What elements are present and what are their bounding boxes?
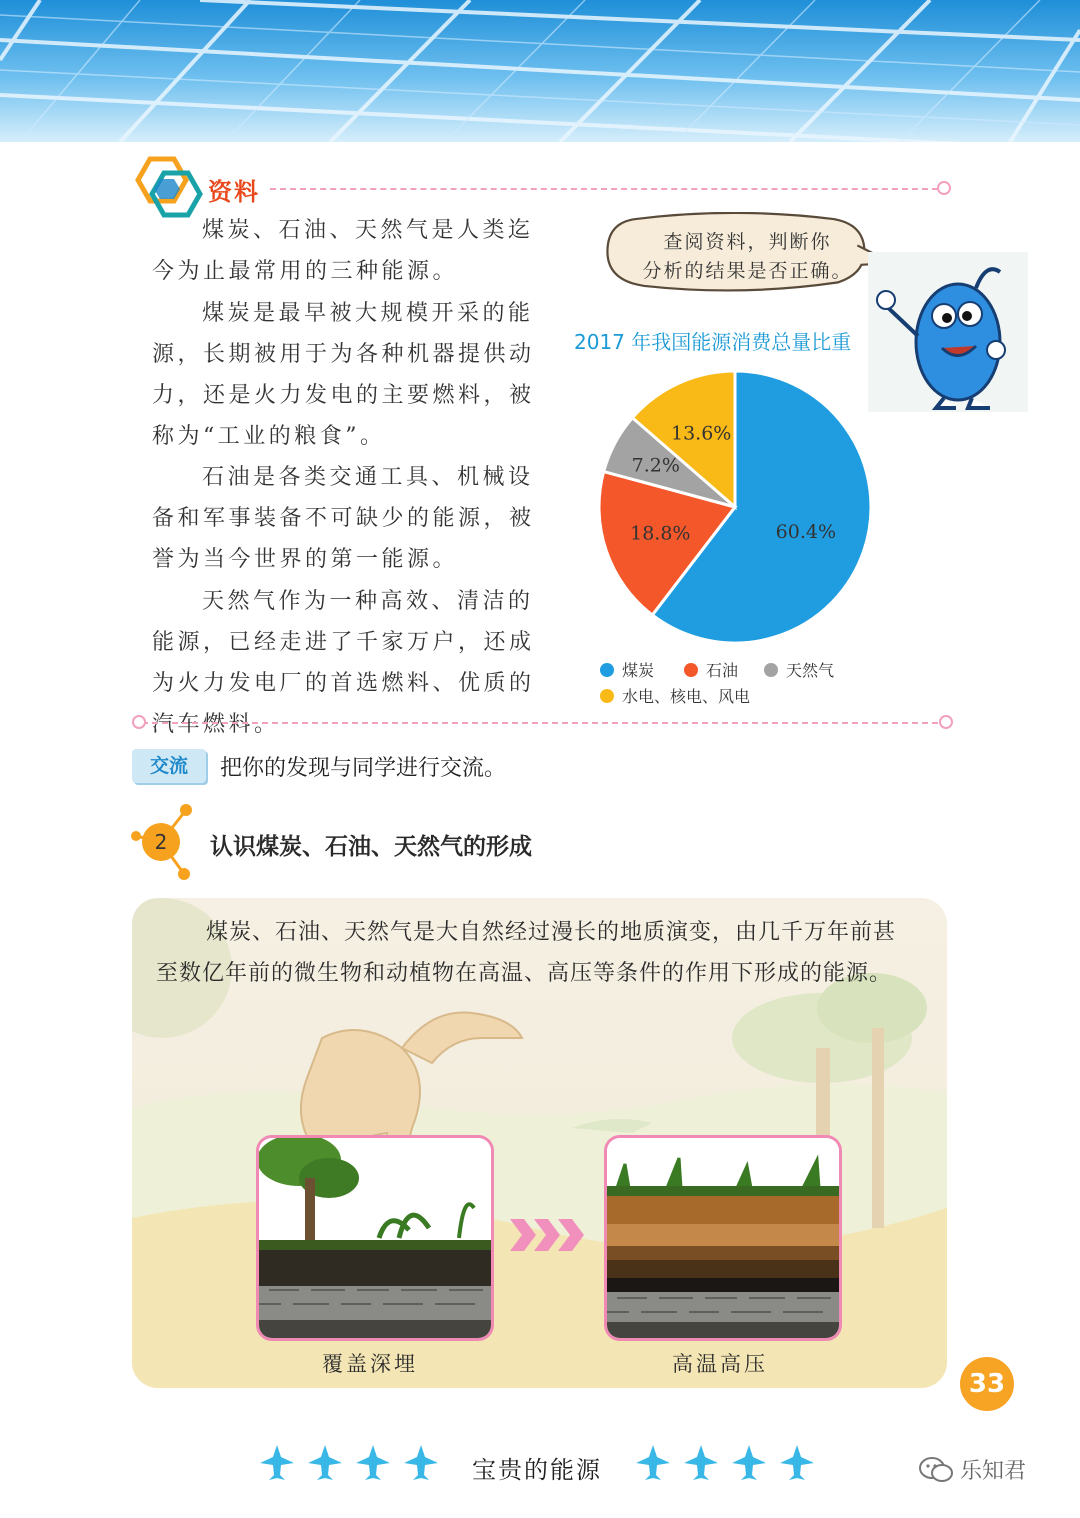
- legend-swatch-coal: [600, 663, 614, 677]
- caption-pressure: 高温高压: [672, 1352, 768, 1376]
- legend-swatch-oil: [684, 663, 698, 677]
- page-number: 33: [960, 1357, 1014, 1411]
- exchange-text: 把你的发现与同学进行交流。: [220, 756, 507, 781]
- solar-panel-banner: [0, 0, 1080, 142]
- wechat-icon: [918, 1455, 954, 1485]
- legend-swatch-renewable: [600, 689, 614, 703]
- top-dotted-divider: [270, 188, 938, 190]
- airplane-icon: [634, 1443, 672, 1483]
- pie-label-gas: 7.2%: [631, 454, 680, 477]
- airplane-icon: [402, 1443, 440, 1483]
- airplane-icon: [306, 1443, 344, 1483]
- resource-paragraph-4: 天然气作为一种高效、清洁的能源，已经走进了千家万户，还成为火力发电厂的首选燃料、优质的汽车燃料。: [152, 589, 535, 737]
- exchange-badge: 交流: [132, 749, 206, 783]
- resource-paragraph-2: 煤炭是最早被大规模开采的能源，长期被用于为各种机器提供动力，还是火力发电的主要燃料，被称为“工业的粮食”。: [152, 301, 535, 449]
- resource-heading: 资料: [208, 178, 260, 206]
- section-title: 认识煤炭、石油、天然气的形成: [210, 834, 532, 860]
- mascot-character: [868, 252, 1028, 412]
- watermark-text: 乐知君: [960, 1459, 1027, 1484]
- pie-label-oil: 18.8%: [630, 522, 691, 545]
- stage-image-burial: [256, 1135, 494, 1341]
- section-number-badge: 2: [142, 823, 180, 861]
- caption-burial: 覆盖深埋: [322, 1352, 418, 1376]
- airplane-icon: [682, 1443, 720, 1483]
- legend-swatch-gas: [764, 663, 778, 677]
- bottom-dotted-divider: [142, 722, 948, 724]
- pie-label-renewable: 13.6%: [671, 422, 732, 445]
- bubble-text: 查阅资料，判断你 分析的结果是否正确。: [642, 231, 853, 282]
- footer-planes-right: [634, 1443, 816, 1483]
- footer-planes-left: [258, 1443, 440, 1483]
- airplane-icon: [730, 1443, 768, 1483]
- divider-start-dot: [132, 715, 146, 729]
- legend-item-gas: 天然气: [764, 658, 834, 681]
- resource-paragraph-3: 石油是各类交通工具、机械设备和军事装备不可缺少的能源，被誉为当今世界的第一能源。: [152, 465, 535, 572]
- legend-item-renewable: 水电、核电、风电: [600, 684, 750, 707]
- resource-paragraph-1: 煤炭、石油、天然气是人类迄今为止最常用的三种能源。: [152, 218, 534, 284]
- legend-item-oil: 石油: [684, 658, 738, 681]
- watermark: [918, 1454, 1026, 1485]
- chart-title: 2017 年我国能源消费总量比重: [574, 330, 852, 354]
- divider-end-dot: [937, 181, 951, 195]
- formation-text: 煤炭、石油、天然气是大自然经过漫长的地质演变，由几千万年前甚至数亿年前的微生物和动植物在高温、高压等条件的作用下形成的能源。: [156, 920, 897, 986]
- arrows-icon: [510, 1215, 590, 1255]
- legend-item-coal: 煤炭: [600, 658, 654, 681]
- footer-title: 宝贵的能源: [472, 1456, 602, 1484]
- pie-label-coal: 60.4%: [775, 521, 837, 544]
- stage-image-pressure: [604, 1135, 842, 1341]
- airplane-icon: [258, 1443, 296, 1483]
- energy-pie-chart: [590, 364, 880, 650]
- airplane-icon: [354, 1443, 392, 1483]
- divider-end-dot-2: [939, 715, 953, 729]
- airplane-icon: [778, 1443, 816, 1483]
